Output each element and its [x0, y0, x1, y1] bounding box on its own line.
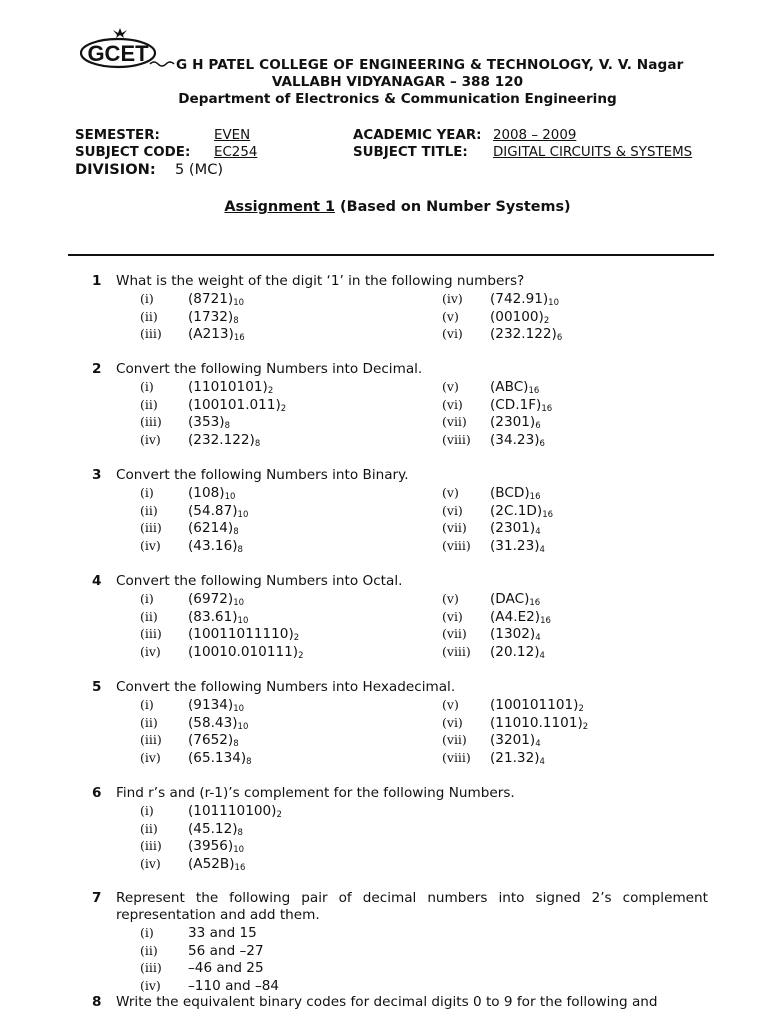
college-logo — [80, 26, 180, 74]
sub-item-value: $(A213)_{16}$ — [188, 326, 245, 344]
number-base: 6 — [539, 439, 545, 450]
sub-item-value: $(100101.011)_2$ — [188, 396, 287, 414]
sub-item-numeral: (v) — [442, 308, 459, 324]
number-base: 16 — [528, 386, 540, 396]
sub-item-value: $(100101101)_2$ — [490, 697, 584, 714]
sub-item-value: $(108)_{10}$ — [188, 485, 236, 502]
subject-title-value: DIGITAL CIRCUITS & SYSTEMS — [493, 145, 693, 160]
sub-item-value: $(00100)_2$ — [490, 308, 550, 326]
sub-item-numeral: (vi) — [442, 714, 463, 730]
number-base: 4 — [539, 757, 545, 768]
number-base: 2 — [298, 651, 304, 662]
subject-code-value: EC254 — [214, 145, 258, 160]
sub-item-numeral: (i) — [140, 379, 154, 394]
sub-item-value: $(11010101)_2$ — [188, 379, 274, 396]
question-number: 3 — [92, 467, 102, 483]
number-base: 4 — [535, 527, 541, 538]
sub-item-value: $(21.32)_4$ — [490, 750, 545, 768]
question-text: Convert the following Numbers into Decimal. — [116, 361, 423, 377]
sub-item-value: $(43.16)_8$ — [188, 538, 243, 556]
sub-item-value: $(ABC)_{16}$ — [490, 379, 540, 396]
sub-item-numeral: (v) — [442, 485, 459, 500]
document-header — [0, 0, 768, 112]
assignment-number: Assignment 1 — [224, 199, 336, 215]
number-base: 2 — [276, 810, 282, 820]
sub-item-numeral: (i) — [140, 291, 154, 306]
sub-item-numeral: (vi) — [442, 326, 463, 342]
number-base: 10 — [233, 845, 245, 856]
sub-item-numeral: (iv) — [140, 432, 161, 448]
question-text: Write the equivalent binary codes for decimal digits 0 to 9 for the following and — [116, 994, 658, 1010]
question-number: 6 — [92, 785, 102, 801]
number-base: 2 — [543, 315, 550, 326]
sub-item-value: $(54.87)_{10}$ — [188, 502, 249, 520]
sub-item-value: $(2301)_6$ — [490, 414, 541, 432]
assignment-title — [0, 199, 768, 215]
sub-item-value: $(65.134)_8$ — [188, 750, 252, 768]
number-base: 4 — [535, 633, 541, 644]
academic-year-value: 2008 – 2009 — [493, 128, 577, 143]
question-number: 8 — [92, 994, 102, 1010]
department-name: Department of Electronics & Communication Engineering — [178, 91, 617, 107]
number-base: 10 — [233, 704, 245, 714]
number-base: 8 — [233, 739, 239, 750]
sub-item-numeral: (iii) — [140, 960, 162, 976]
number-base: 2 — [582, 721, 589, 732]
sub-item-numeral: (vii) — [442, 520, 467, 536]
number-base: 10 — [237, 509, 249, 520]
sub-item-numeral: (iii) — [140, 838, 162, 854]
sub-item-numeral: (iii) — [140, 626, 162, 642]
number-base: 10 — [233, 598, 245, 608]
sub-item-value: $(6214)_8$ — [188, 520, 239, 538]
number-base: 4 — [539, 651, 545, 662]
number-base: 2 — [280, 403, 287, 414]
sub-item-numeral: (ii) — [140, 714, 158, 730]
sub-item-value: $(2301)_4$ — [490, 520, 541, 538]
divider-line — [68, 254, 714, 256]
sub-item-value: $(7652)_8$ — [188, 732, 239, 750]
sub-item-numeral: (vi) — [442, 502, 463, 518]
sub-item-value: $(1732)_8$ — [188, 308, 239, 326]
sub-item-value: $(232.122)_8$ — [188, 432, 261, 450]
number-base: 16 — [529, 492, 541, 502]
assignment-subtitle: (Based on Number Systems) — [335, 199, 571, 215]
question-number: 2 — [92, 361, 102, 377]
sub-item-value: 56 and –27 — [188, 942, 264, 959]
sub-item-value: $(6972)_{10}$ — [188, 591, 245, 608]
sub-item-numeral: (i) — [140, 591, 154, 606]
sub-item-value: $(BCD)_{16}$ — [490, 485, 541, 502]
sub-item-value: $(A52B)_{16}$ — [188, 856, 246, 874]
sub-item-value: $(1302)_4$ — [490, 626, 541, 644]
sub-item-numeral: (viii) — [442, 538, 471, 554]
sub-item-value: $(10010.010111)_2$ — [188, 644, 304, 662]
sub-item-value: –46 and 25 — [188, 960, 264, 977]
number-base: 16 — [234, 863, 246, 874]
number-base: 8 — [246, 757, 252, 768]
number-base: 10 — [224, 492, 236, 502]
number-base: 10 — [548, 298, 559, 308]
number-base: 16 — [540, 615, 551, 626]
number-base: 8 — [233, 315, 239, 326]
sub-item-numeral: (ii) — [140, 396, 158, 412]
number-base: 6 — [556, 333, 563, 344]
question-text: Convert the following Numbers into Binary. — [116, 467, 409, 483]
sub-item-numeral: (viii) — [442, 432, 471, 448]
question-number: 5 — [92, 679, 102, 695]
number-base: 4 — [535, 739, 541, 750]
sub-item-numeral: (v) — [442, 697, 459, 712]
sub-item-value: $(10011011110)_2$ — [188, 626, 300, 644]
logo-text: GCET — [87, 41, 149, 66]
number-base: 10 — [237, 721, 249, 732]
sub-item-value: $(9134)_{10}$ — [188, 697, 245, 714]
division-label: DIVISION: — [75, 161, 156, 178]
sub-item-value: $(20.12)_4$ — [490, 644, 545, 662]
college-address: VALLABH VIDYANAGAR – 388 120 — [271, 74, 524, 90]
number-base: 8 — [233, 527, 239, 538]
question-text: Find r’s and (r-1)’s complement for the following Numbers. — [116, 785, 515, 801]
number-base: 8 — [237, 545, 243, 556]
sub-item-numeral: (ii) — [140, 308, 158, 324]
sub-item-numeral: (iii) — [140, 414, 162, 430]
sub-item-value: $(353)_8$ — [188, 414, 230, 432]
number-base: 6 — [535, 421, 541, 432]
sub-item-value: $(232.122)_6$ — [490, 326, 563, 344]
sub-item-value: $(A4.E2)_{16}$ — [490, 608, 551, 626]
sub-item-numeral: (i) — [140, 697, 154, 712]
sub-item-value: $(58.43)_{10}$ — [188, 714, 249, 732]
sub-item-value: $(3956)_{10}$ — [188, 838, 245, 856]
sub-item-numeral: (iv) — [140, 856, 161, 872]
semester-label: SEMESTER: — [75, 128, 160, 143]
number-base: 8 — [237, 827, 243, 838]
sub-item-numeral: (vii) — [442, 414, 467, 430]
sub-item-numeral: (i) — [140, 485, 154, 500]
number-base: 4 — [539, 545, 545, 556]
sub-item-value: –110 and –84 — [188, 978, 280, 995]
sub-item-numeral: (iii) — [140, 732, 162, 748]
sub-item-numeral: (vii) — [442, 732, 467, 748]
sub-item-numeral: (ii) — [140, 942, 158, 958]
sub-item-numeral: (iv) — [140, 538, 161, 554]
number-base: 8 — [224, 421, 230, 432]
division-value: 5 (MC) — [175, 161, 224, 178]
sub-item-value: $(2C.1D)_{16}$ — [490, 502, 554, 520]
sub-item-value: $(34.23)_6$ — [490, 432, 545, 450]
sub-item-value: $(8721)_{10}$ — [188, 291, 245, 308]
sub-item-value: $(742.91)_{10}$ — [490, 291, 559, 308]
semester-value: EVEN — [214, 128, 251, 143]
number-base: 16 — [529, 598, 541, 608]
sub-item-numeral: (i) — [140, 925, 154, 940]
sub-item-numeral: (v) — [442, 591, 459, 606]
question-number: 1 — [92, 273, 102, 289]
number-base: 2 — [267, 386, 274, 396]
number-base: 2 — [578, 704, 584, 714]
college-name: G H PATEL COLLEGE OF ENGINEERING & TECHNOLOGY, V. V. Nagar — [176, 57, 684, 73]
number-base: 16 — [233, 333, 245, 344]
sub-item-value: $(31.23)_4$ — [490, 538, 545, 556]
sub-item-numeral: (ii) — [140, 502, 158, 518]
sub-item-numeral: (ii) — [140, 820, 158, 836]
question-text: What is the weight of the digit ‘1’ in the following numbers? — [116, 273, 525, 289]
question-number: 4 — [92, 573, 102, 589]
subject-title-label: SUBJECT TITLE: — [353, 145, 468, 160]
sub-item-numeral: (iv) — [140, 750, 161, 766]
sub-item-numeral: (vi) — [442, 608, 463, 624]
sub-item-numeral: (iv) — [140, 644, 161, 660]
sub-item-numeral: (v) — [442, 379, 459, 394]
sub-item-numeral: (vi) — [442, 396, 463, 412]
academic-year-label: ACADEMIC YEAR: — [353, 128, 482, 143]
sub-item-numeral: (vii) — [442, 626, 467, 642]
number-base: 16 — [542, 509, 554, 520]
number-base: 10 — [233, 298, 245, 308]
sub-item-numeral: (iv) — [442, 291, 463, 306]
sub-item-value: $(101110100)_2$ — [188, 803, 282, 820]
sub-item-numeral: (iv) — [140, 978, 161, 994]
number-base: 2 — [293, 633, 300, 644]
sub-item-numeral: (viii) — [442, 644, 471, 660]
sub-item-value: $(11010.1101)_2$ — [490, 714, 589, 732]
number-base: 16 — [541, 403, 553, 414]
sub-item-numeral: (i) — [140, 803, 154, 818]
question-number: 7 — [92, 890, 102, 906]
sub-item-value: $(83.61)_{10}$ — [188, 608, 249, 626]
sub-item-value: $(3201)_4$ — [490, 732, 541, 750]
question-text: Convert the following Numbers into Hexadecimal. — [116, 679, 456, 695]
sub-item-value: $(CD.1F)_{16}$ — [490, 396, 553, 414]
sub-item-numeral: (viii) — [442, 750, 471, 766]
number-base: 10 — [237, 615, 249, 626]
sub-item-numeral: (ii) — [140, 608, 158, 624]
question-text: Represent the following pair of decimal numbers into signed 2’s complement representation and add them. — [116, 890, 708, 923]
question-text: Convert the following Numbers into Octal. — [116, 573, 403, 589]
sub-item-value: $(45.12)_8$ — [188, 820, 243, 838]
sub-item-numeral: (iii) — [140, 520, 162, 536]
sub-item-numeral: (iii) — [140, 326, 162, 342]
sub-item-value: 33 and 15 — [188, 925, 257, 941]
subject-code-label: SUBJECT CODE: — [75, 145, 191, 160]
number-base: 8 — [254, 439, 261, 450]
sub-item-value: $(DAC)_{16}$ — [490, 591, 541, 608]
